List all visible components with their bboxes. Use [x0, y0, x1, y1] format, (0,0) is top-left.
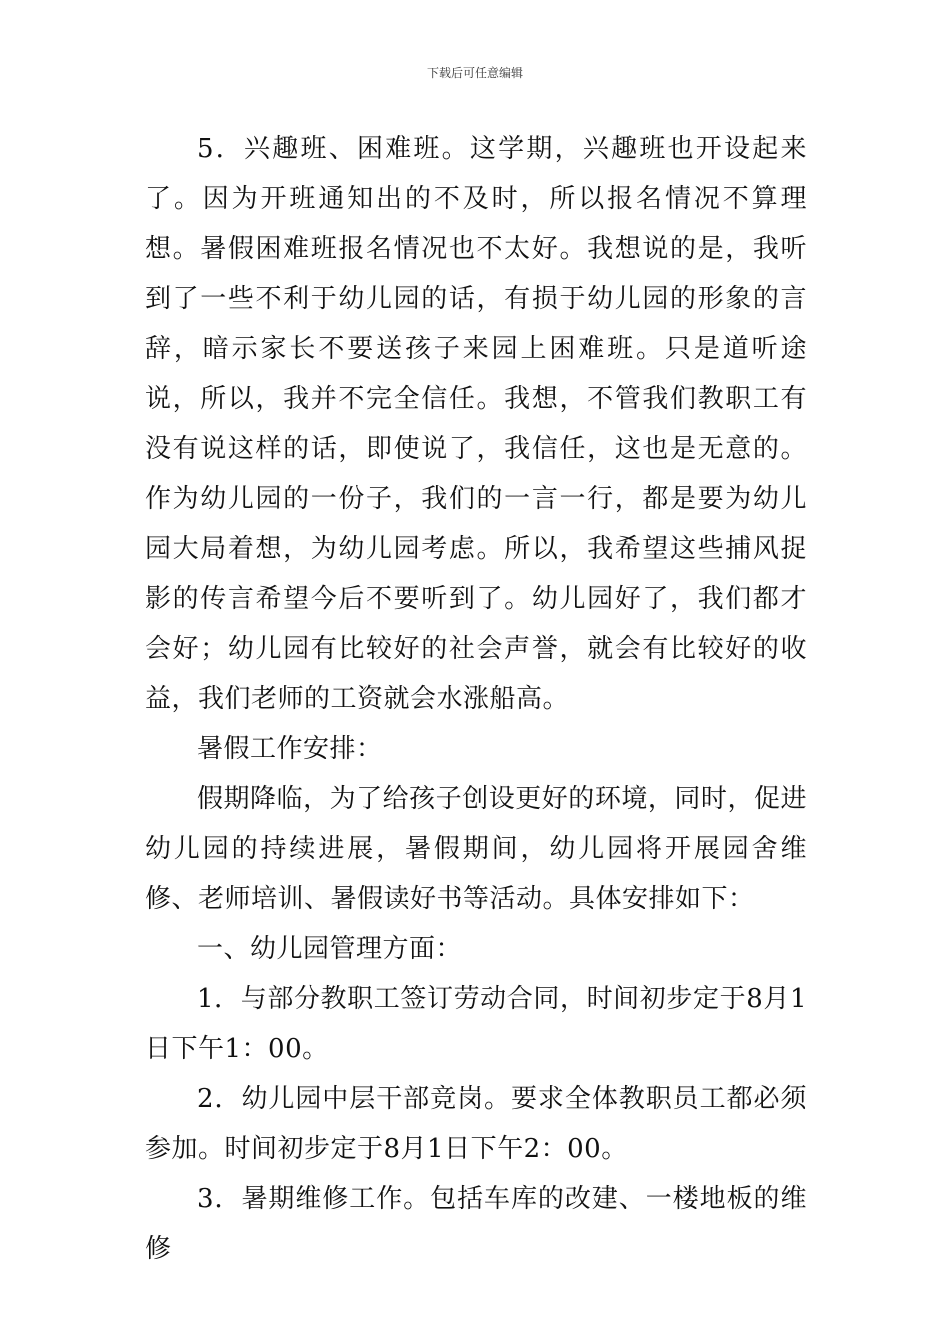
paragraph-summer-arrangement-heading: 暑假工作安排：	[197, 734, 383, 764]
page-header-note: 下载后可任意编辑	[426, 66, 523, 80]
paragraph-interest-classes: 5．兴趣班、困难班。这学期，兴趣班也开设起来了。因为开班通知出的不及时，所以报名情况不算理想。暑假困难班报名情况也不太好。我想说的是，我听到了一些不利于幼儿园的话，有损于幼儿园的形象的言辞，暗示家长不要送孩子来园上困难班。只是道听途说，所以，我并不完全信任。我想，不管我们教职工有没有说这样的话，即使说了，我信任，这也是无意的。作为幼儿园的一份子，我们的一言一行，都是要为幼儿园大局着想，为幼儿园考虑。所以，我希望这些捕风捉影的传言希望今后不要听到了。幼儿园好了，我们都才会好；幼儿园有比较好的社会声誉，就会有比较好的收益，我们老师的工资就会水涨船高。	[145, 134, 807, 714]
document-body	[145, 124, 807, 1274]
paragraph-item-1-contracts: 1．与部分教职工签订劳动合同，时间初步定于8月1日下午1：00。	[145, 984, 807, 1064]
paragraph-holiday-intro: 假期降临，为了给孩子创设更好的环境，同时，促进幼儿园的持续进展，暑假期间，幼儿园将开展园舍维修、老师培训、暑假读好书等活动。具体安排如下：	[145, 784, 807, 914]
paragraph-item-3-maintenance: 3．暑期维修工作。包括车库的改建、一楼地板的维修	[145, 1184, 807, 1264]
paragraph-item-2-cadre-competition: 2．幼儿园中层干部竞岗。要求全体教职员工都必须参加。时间初步定于8月1日下午2：00。	[145, 1084, 807, 1164]
paragraph-management-heading: 一、幼儿园管理方面：	[197, 934, 463, 964]
